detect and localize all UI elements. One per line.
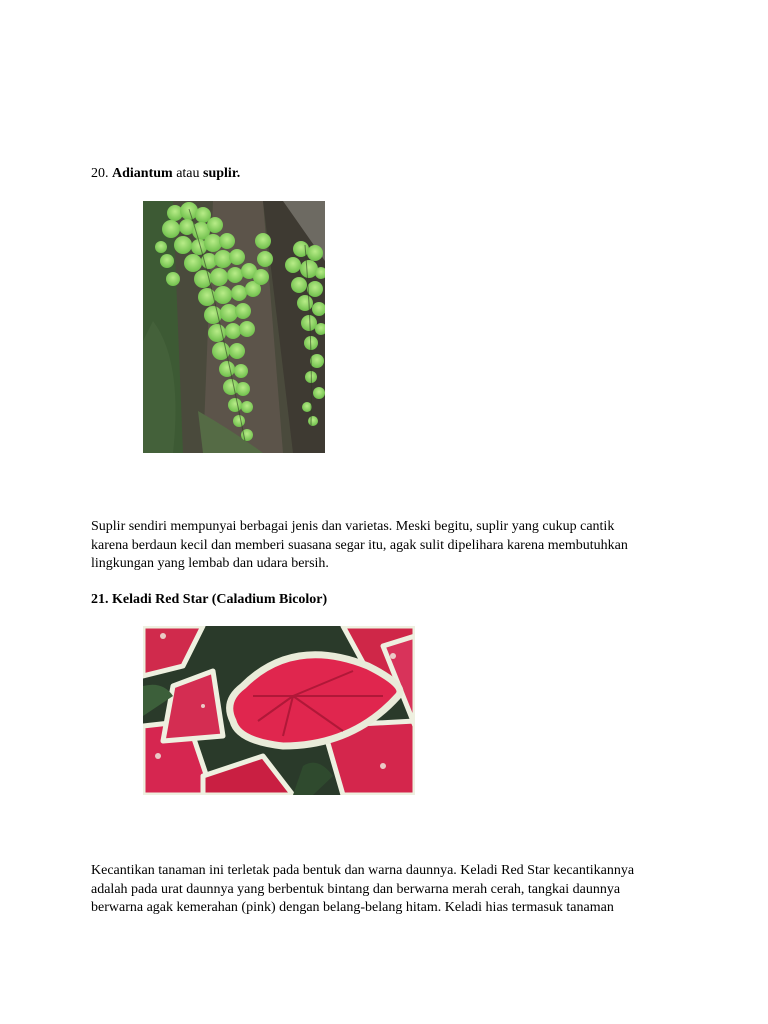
adiantum-photo [143,201,325,453]
paragraph-line: karena berdaun kecil dan memberi suasana segar itu, agak sulit dipelihara karena membutuhkan [91,537,628,553]
paragraph-line: lingkungan yang lembab dan udara bersih. [91,556,329,571]
item-20-alias: suplir. [203,166,241,181]
item-21-heading: 21. Keladi Red Star (Caladium Bicolor) [91,592,328,607]
paragraph-line: adalah pada urat daunnya yang berbentuk bintang dan berwarna merah cerah, tangkai daunnya [91,881,621,897]
suplir-description [91,518,691,574]
caladium-photo [143,626,415,795]
item-20-heading [91,165,240,183]
paragraph-line: berwarna agak kemerahan (pink) dengan belang-belang hitam. Keladi hias termasuk tanaman [91,900,614,915]
item-20-connector: atau [172,166,204,181]
item-20-number: 20. [91,166,112,181]
paragraph-line: Suplir sendiri mempunyai berbagai jenis dan varietas. Meski begitu, suplir yang cukup cantik [91,519,615,534]
item-20-name: Adiantum [112,166,173,181]
keladi-description [91,862,691,918]
paragraph-line: Kecantikan tanaman ini terletak pada bentuk dan warna daunnya. Keladi Red Star kecantikannya [91,863,635,878]
